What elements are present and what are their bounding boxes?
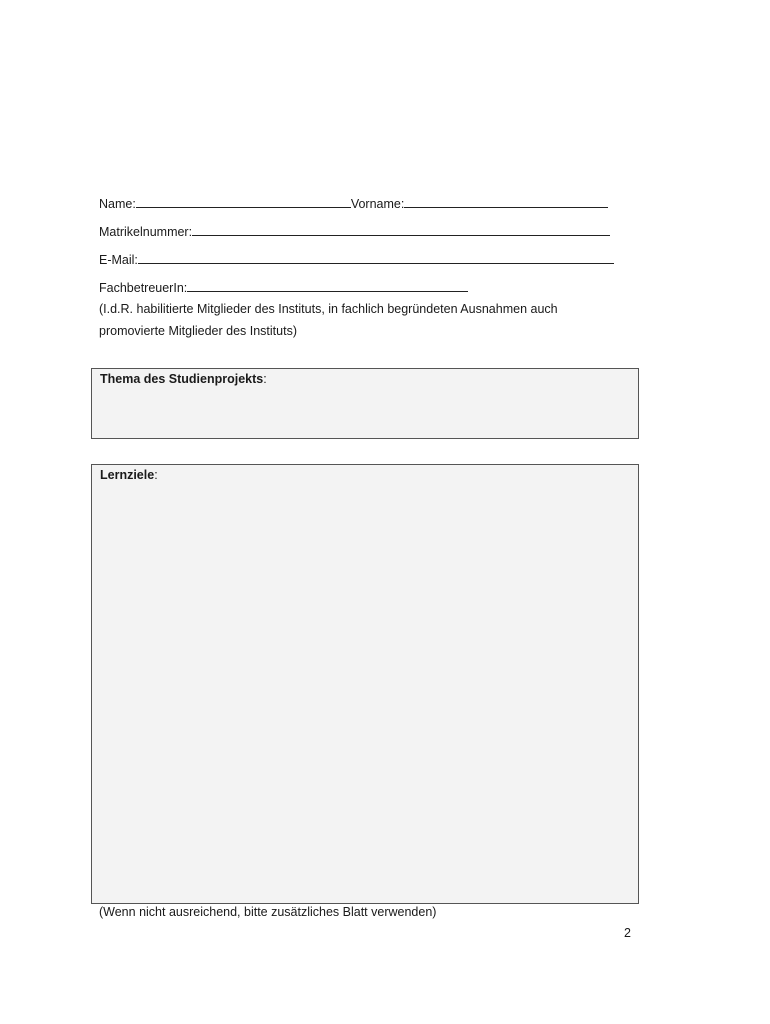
- name-label: Name:: [99, 197, 136, 211]
- matrikel-row: [99, 224, 610, 240]
- lernziele-label-text: Lernziele: [100, 468, 155, 482]
- fachbetreuer-note: [99, 298, 619, 342]
- thema-label: [100, 372, 267, 386]
- lernziele-box[interactable]: [91, 464, 639, 904]
- matrikel-field[interactable]: [192, 224, 610, 236]
- email-label: E-Mail:: [99, 253, 138, 267]
- name-field[interactable]: [136, 196, 351, 208]
- matrikel-label: Matrikelnummer:: [99, 225, 193, 239]
- vorname-label: Vorname:: [350, 197, 405, 211]
- fachbetreuer-note-line1: (I.d.R. habilitierte Mitglieder des Instituts, in fachlich begründeten Ausnahmen auch: [99, 302, 558, 316]
- lernziele-label-suffix: :: [154, 468, 158, 482]
- vorname-field[interactable]: [404, 196, 608, 208]
- page-number: 2: [624, 926, 631, 940]
- footer-note: (Wenn nicht ausreichend, bitte zusätzliches Blatt verwenden): [99, 905, 437, 919]
- fachbetreuer-row: [99, 280, 468, 296]
- thema-label-text: Thema des Studienprojekts: [100, 372, 264, 386]
- thema-box[interactable]: [91, 368, 639, 439]
- fachbetreuer-field[interactable]: [187, 280, 468, 292]
- name-row: [99, 196, 608, 212]
- email-field[interactable]: [138, 252, 614, 264]
- lernziele-label: [100, 468, 158, 482]
- thema-label-suffix: :: [263, 372, 267, 386]
- fachbetreuer-label: FachbetreuerIn:: [99, 281, 188, 295]
- fachbetreuer-note-line2: promovierte Mitglieder des Instituts): [99, 324, 297, 338]
- email-row: [99, 252, 614, 268]
